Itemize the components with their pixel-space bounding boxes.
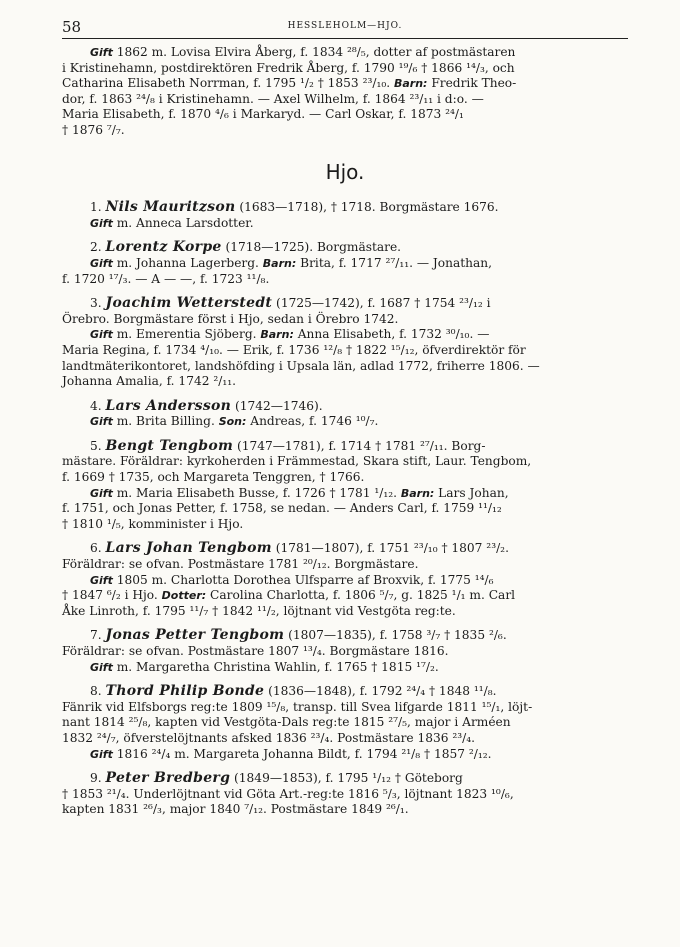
text-line xyxy=(62,240,628,256)
text-line xyxy=(62,588,628,604)
text-span: 2. xyxy=(90,240,106,255)
text-span: Carolina Charlotta, f. 1806 ⁵/₇, g. 1825 ¹/₁ m. Carl xyxy=(206,588,516,603)
text-span: 6. xyxy=(90,541,106,556)
person-name: Peter Bredberg xyxy=(105,770,231,787)
text-span: (1683—1718), † 1718. Borgmästare 1676. xyxy=(235,200,499,215)
text-span: Lars Johan, xyxy=(434,485,509,500)
text-line xyxy=(62,644,628,660)
person-name: Lars Andersson xyxy=(105,397,232,414)
text-span: † 1847 ⁶/₂ i Hjo. xyxy=(62,588,162,603)
keyword: Gift xyxy=(90,328,113,342)
text-span: 8. xyxy=(90,684,106,699)
text-span: Maria Elisabeth, f. 1870 ⁴/₆ i Markaryd. — Carl Oskar, f. 1873 ²⁴/₁ xyxy=(62,107,464,122)
text-line xyxy=(62,454,628,470)
text-line xyxy=(62,501,628,517)
text-span: (1836—1848), f. 1792 ²⁴/₄ † 1848 ¹¹/₈. xyxy=(264,684,497,699)
text-span: 1862 m. Lovisa Elvira Åberg, f. 1834 ²⁸/₅, dotter af postmästaren xyxy=(116,45,516,59)
text-span: landtmäterikontoret, landshöfding i Upsala län, adlad 1772, friherre 1806. — xyxy=(62,358,540,373)
person-name: Lorentz Korpe xyxy=(105,239,222,256)
text-line xyxy=(62,771,628,787)
entry-8 xyxy=(62,684,628,762)
text-span: m. Emerentia Sjöberg. xyxy=(112,327,261,342)
entry-5 xyxy=(62,439,628,533)
text-span: † 1810 ¹/₅, komminister i Hjo. xyxy=(62,516,244,531)
keyword: Gift xyxy=(90,573,113,587)
keyword-gift: Gift xyxy=(90,46,113,59)
text-line xyxy=(62,486,628,502)
text-span: Anna Elisabeth, f. 1732 ³⁰/₁₀. — xyxy=(293,327,490,342)
text-line xyxy=(62,517,628,533)
person-name: Thord Philip Bonde xyxy=(105,683,265,700)
entry-3 xyxy=(62,296,628,390)
text-line xyxy=(62,272,628,288)
text-span: nant 1814 ²⁵/₈, kapten vid Vestgöta-Dals reg:te 1815 ²⁷/₅, major i Arméen xyxy=(62,715,511,730)
text-line xyxy=(62,61,628,77)
text-span: 1816 ²⁴/₄ m. Margareta Johanna Bildt, f. 1794 ²¹/₈ † 1857 ²/₁₂. xyxy=(112,746,492,761)
text-line xyxy=(62,541,628,557)
intro-paragraph xyxy=(62,45,628,139)
section-title: Hjo. xyxy=(325,159,365,184)
person-name: Jonas Petter Tengbom xyxy=(105,627,285,644)
text-span: 5. xyxy=(90,438,106,453)
text-line xyxy=(62,216,628,232)
keyword: Barn: xyxy=(400,486,435,500)
text-line xyxy=(62,802,628,818)
text-line xyxy=(62,343,628,359)
entry-2 xyxy=(62,240,628,287)
text-line xyxy=(62,45,628,61)
page-body xyxy=(62,45,628,827)
text-line xyxy=(62,628,628,644)
text-span: 3. xyxy=(90,296,106,311)
text-span: † 1853 ²¹/₄. Underlöjtnant vid Göta Art.-reg:te 1816 ⁵/₃, löjtnant 1823 ¹⁰/₆, xyxy=(62,786,514,801)
keyword: Gift xyxy=(90,486,113,500)
page-header xyxy=(62,16,628,39)
text-line xyxy=(62,374,628,390)
keyword: Son: xyxy=(218,415,247,429)
text-span: (1807—1835), f. 1758 ³/₇ † 1835 ²/₆. xyxy=(284,628,507,643)
text-span: Åke Linroth, f. 1795 ¹¹/₇ † 1842 ¹¹/₂, löjtnant vid Vestgöta reg:te. xyxy=(62,603,456,618)
text-span: kapten 1831 ²⁶/₃, major 1840 ⁷/₁₂. Postmästare 1849 ²⁶/₁. xyxy=(62,802,409,817)
text-span: 4. xyxy=(90,398,106,413)
text-span: (1742—1746). xyxy=(231,398,323,413)
text-span: f. 1720 ¹⁷/₃. — A — —, f. 1723 ¹¹/₈. xyxy=(62,271,270,286)
text-span: m. Margaretha Christina Wahlin, f. 1765 † 1815 ¹⁷/₂. xyxy=(112,659,439,674)
keyword: Gift xyxy=(90,415,113,429)
text-span: f. 1751, och Jonas Petter, f. 1758, se nedan. — Anders Carl, f. 1759 ¹¹/₁₂ xyxy=(62,501,502,516)
text-line xyxy=(62,414,628,430)
text-line xyxy=(62,747,628,763)
text-span: 1. xyxy=(90,200,106,215)
text-span: dor, f. 1863 ²⁴/₈ i Kristinehamn. — Axel Wilhelm, f. 1864 ²³/₁₁ i d:o. — xyxy=(62,91,484,106)
text-span: m. Anneca Larsdotter. xyxy=(112,215,254,230)
text-span: m. Brita Billing. xyxy=(112,414,219,429)
text-line xyxy=(62,359,628,375)
text-span: 1832 ²⁴/₇, öfverstelöjtnants afsked 1836 ²³/₄. Postmästare 1836 ²³/₄. xyxy=(62,730,476,745)
keyword: Gift xyxy=(90,747,113,761)
text-line xyxy=(62,92,628,108)
text-span: 7. xyxy=(90,628,106,643)
text-line xyxy=(62,715,628,731)
text-span: i Kristinehamn, postdirektören Fredrik Åberg, f. 1790 ¹⁹/₆ † 1866 ¹⁴/₃, och xyxy=(62,60,515,75)
entry-list xyxy=(62,200,628,818)
text-line xyxy=(62,557,628,573)
person-name: Joachim Wetterstedt xyxy=(105,295,273,312)
text-line xyxy=(62,399,628,415)
text-line xyxy=(62,327,628,343)
keyword: Gift xyxy=(90,256,113,270)
text-span: Johanna Amalia, f. 1742 ²/₁₁. xyxy=(62,374,236,389)
entry-6 xyxy=(62,541,628,619)
text-line xyxy=(62,604,628,620)
text-span: (1849—1853), f. 1795 ¹/₁₂ † Göteborg xyxy=(230,771,463,786)
text-span: Andreas, f. 1746 ¹⁰/₇. xyxy=(246,414,379,429)
text-line xyxy=(62,107,628,123)
text-span: Föräldrar: se ofvan. Postmästare 1781 ²⁰/₁₂. Borgmästare. xyxy=(62,557,419,572)
text-line xyxy=(62,76,628,92)
text-line xyxy=(62,256,628,272)
text-line xyxy=(62,573,628,589)
text-line xyxy=(62,312,628,328)
text-span: (1718—1725). Borgmästare. xyxy=(221,240,402,255)
text-line xyxy=(62,439,628,455)
text-span: 1805 m. Charlotta Dorothea Ulfsparre af Broxvik, f. 1775 ¹⁴/₆ xyxy=(112,572,494,587)
text-span: Fredrik Theo- xyxy=(431,76,517,91)
text-line xyxy=(62,787,628,803)
entry-7 xyxy=(62,628,628,675)
text-span: mästare. Föräldrar: kyrkoherden i Främmestad, Skara stift, Laur. Tengbom, xyxy=(62,454,532,469)
text-span: f. 1669 † 1735, och Margareta Tenggren, † 1766. xyxy=(62,470,365,485)
text-span: Brita, f. 1717 ²⁷/₁₁. — Jonathan, xyxy=(296,255,492,270)
keyword: Gift xyxy=(90,660,113,674)
text-span: Catharina Elisabeth Norrman, f. 1795 ¹/₂ † 1853 ²³/₁₀. xyxy=(62,76,391,91)
person-name: Bengt Tengbom xyxy=(105,437,234,454)
person-name: Lars Johan Tengbom xyxy=(105,540,272,557)
text-line xyxy=(62,700,628,716)
text-span: m. Johanna Lagerberg. xyxy=(112,255,263,270)
text-span: 9. xyxy=(90,771,106,786)
text-span: Maria Regina, f. 1734 ⁴/₁₀. — Erik, f. 1736 ¹²/₈ † 1822 ¹⁵/₁₂, öfverdirektör för xyxy=(62,342,526,357)
text-span: Örebro. Borgmästare först i Hjo, sedan i Örebro 1742. xyxy=(62,311,399,326)
keyword: Gift xyxy=(90,216,113,230)
text-line xyxy=(62,684,628,700)
text-span: (1747—1781), f. 1714 † 1781 ²⁷/₁₁. Borg- xyxy=(233,438,486,453)
text-span: (1725—1742), f. 1687 † 1754 ²³/₁₂ i xyxy=(272,296,491,311)
keyword: Dotter: xyxy=(161,589,207,603)
keyword-barn: Barn: xyxy=(393,77,428,91)
keyword: Barn: xyxy=(262,256,297,270)
text-span: † 1876 ⁷/₇. xyxy=(62,122,125,137)
text-span: Föräldrar: se ofvan. Postmästare 1807 ¹³/₄. Borgmästare 1816. xyxy=(62,644,449,658)
text-span: (1781—1807), f. 1751 ²³/₁₀ † 1807 ²³/₂. xyxy=(271,541,509,556)
text-span: Fänrik vid Elfsborgs reg:te 1809 ¹⁵/₈, transp. till Svea lifgarde 1811 ¹⁵/₁, löjt- xyxy=(62,699,533,714)
entry-1 xyxy=(62,200,628,231)
text-line xyxy=(62,470,628,486)
page-number: 58 xyxy=(62,18,82,36)
keyword: Barn: xyxy=(260,328,294,342)
text-line xyxy=(62,200,628,216)
person-name: Nils Mauritzson xyxy=(105,199,236,216)
text-span: m. Maria Elisabeth Busse, f. 1726 † 1781 ¹/₁₂. xyxy=(112,485,401,500)
text-line xyxy=(62,123,628,139)
text-line xyxy=(62,660,628,676)
text-line xyxy=(62,731,628,747)
entry-9 xyxy=(62,771,628,818)
entry-4 xyxy=(62,399,628,430)
running-title: HESSLEHOLM—HJO. xyxy=(287,21,403,31)
text-line xyxy=(62,296,628,312)
